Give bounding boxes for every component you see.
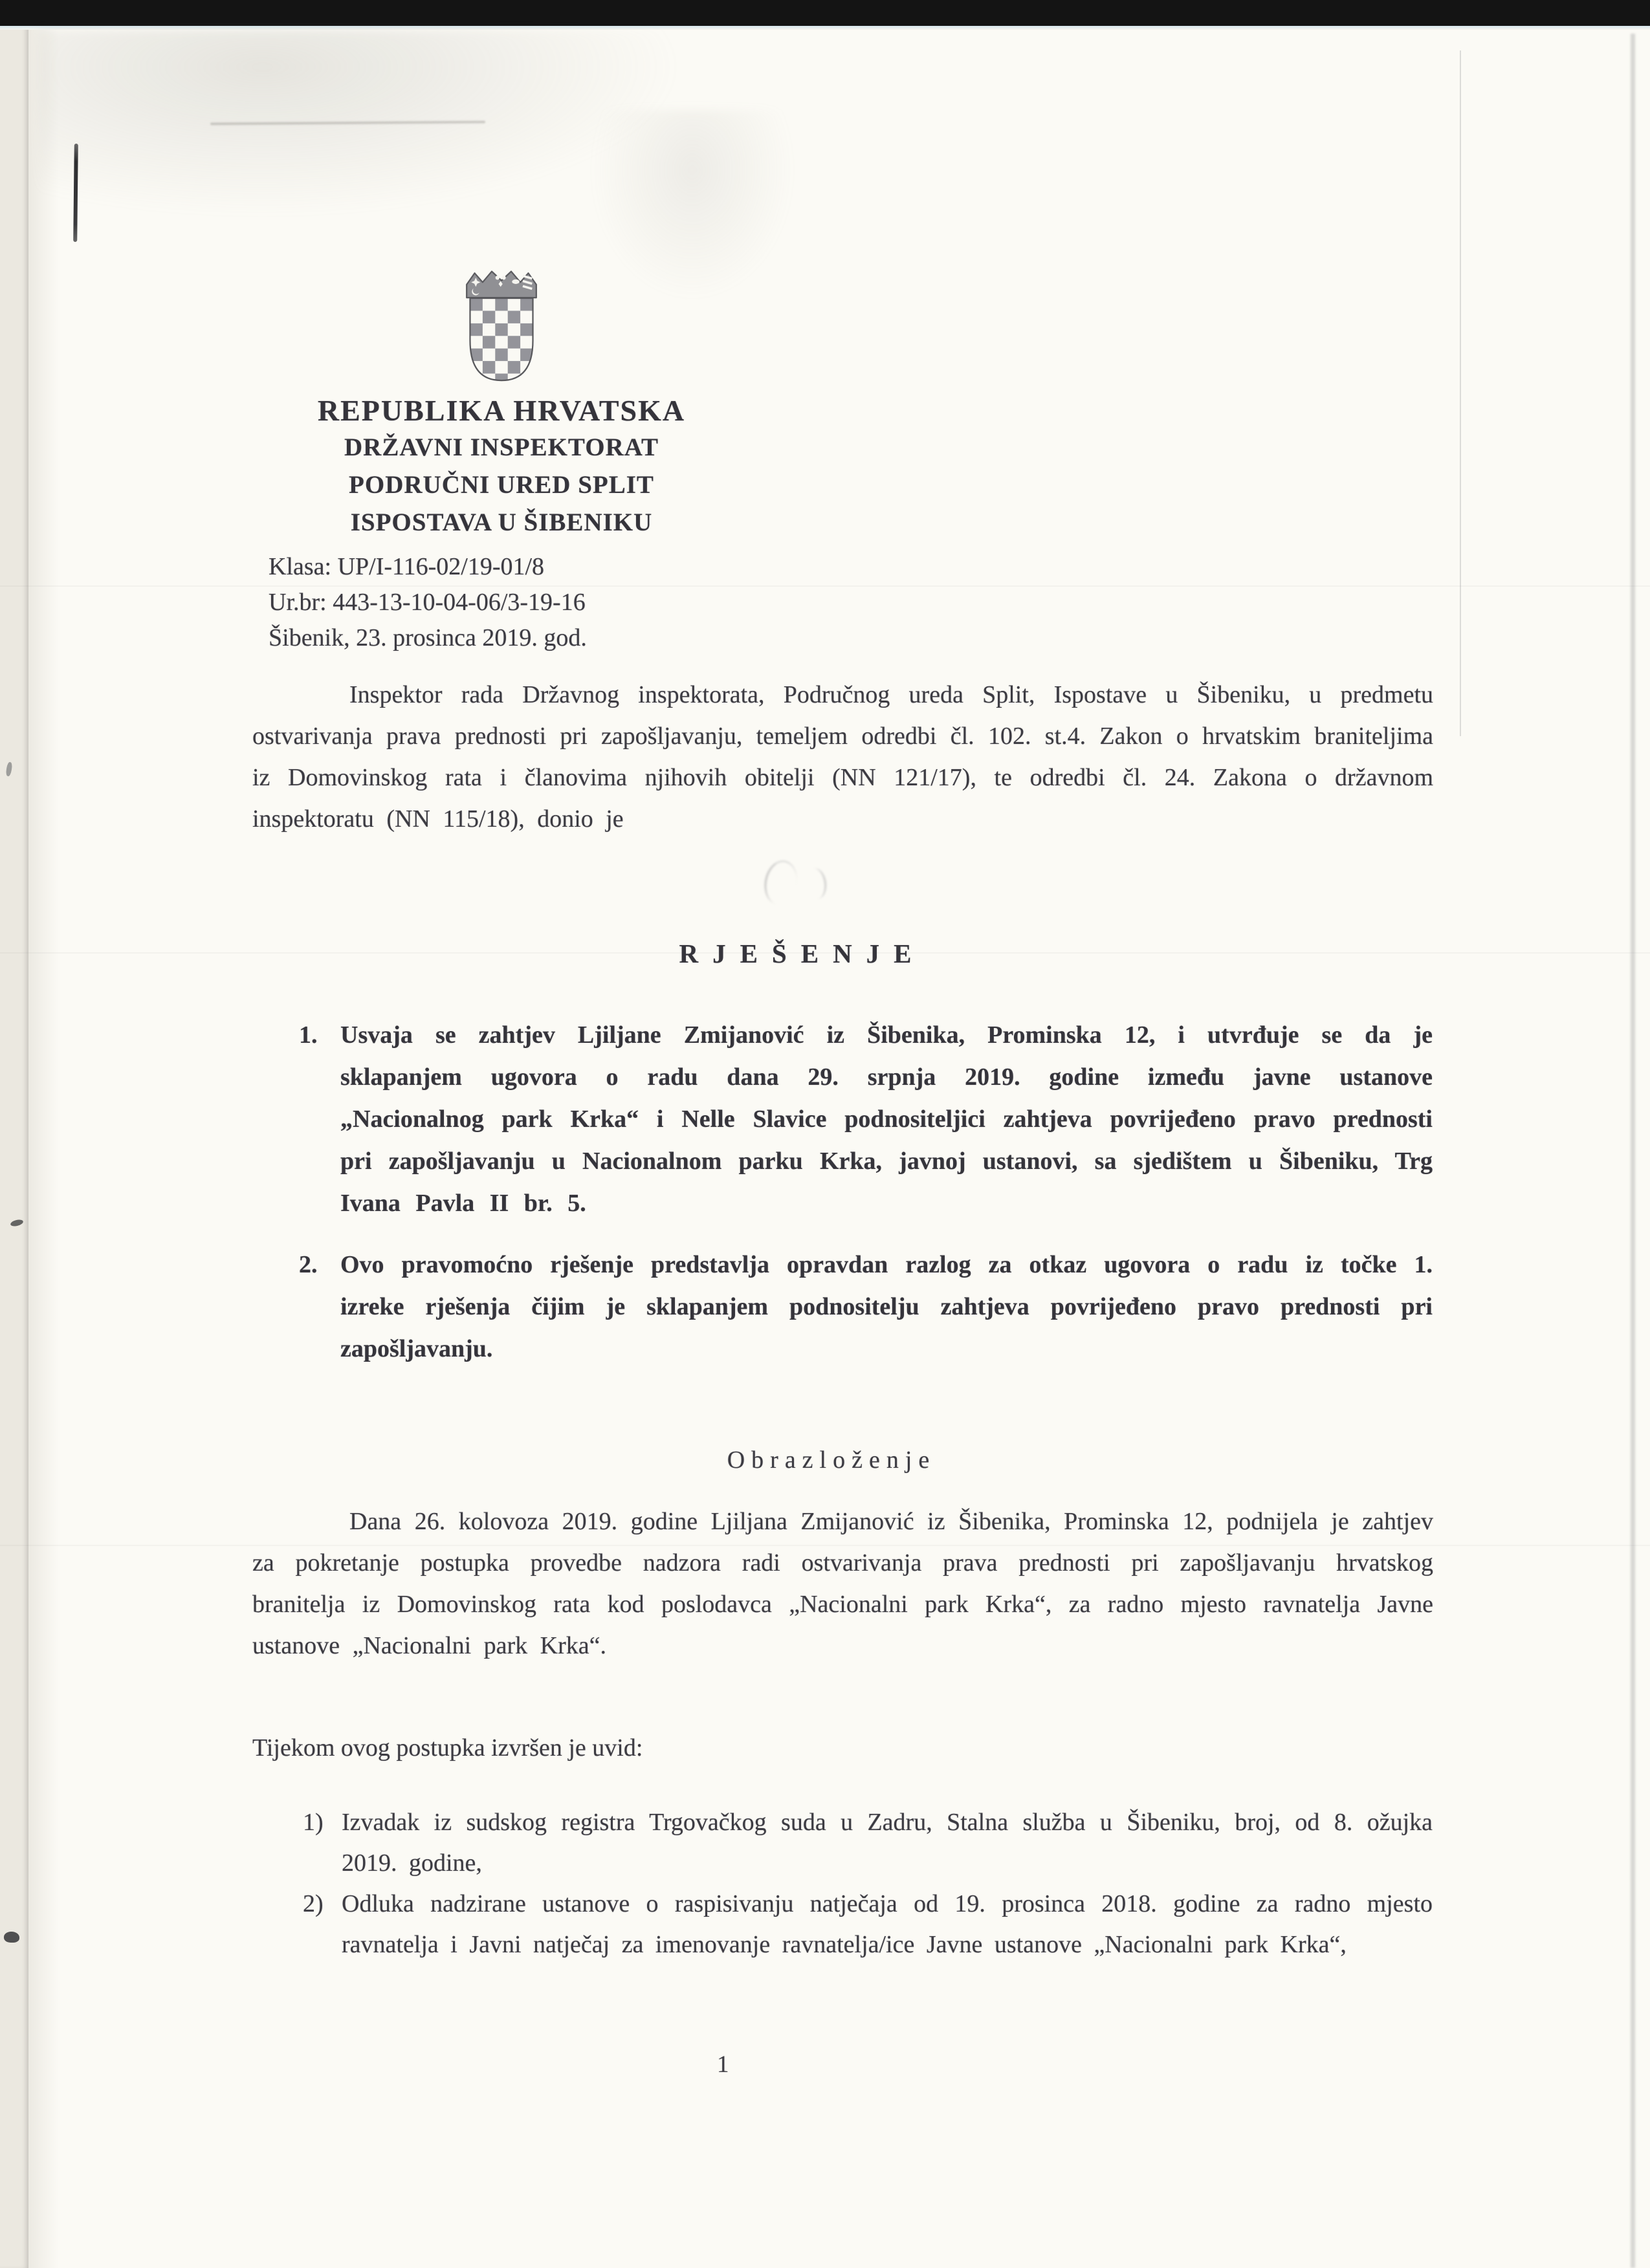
review-item: [303, 1802, 1433, 1884]
review-list: [303, 1802, 1433, 1965]
decision-list: [299, 1014, 1433, 1390]
decision-item-text: Ovo pravomoćno rješenje predstavlja opravdan razlog za otkaz ugovora o radu iz točke 1. izreke rješenja čijim je sklapanjem podnositelju zahtjeva povrijeđeno pravo prednosti pri zapošljavanju.: [340, 1251, 1433, 1362]
urbr-line: Ur.br: 443-13-10-04-06/3-19-16: [269, 589, 586, 616]
decision-item-number: 1.: [299, 1021, 318, 1049]
letterhead-office: PODRUČNI URED SPLIT: [349, 471, 654, 499]
place-date-line: Šibenik, 23. prosinca 2019. god.: [269, 624, 587, 651]
decision-item: [299, 1244, 1433, 1370]
review-item-text: Izvadak iz sudskog registra Trgovačkog suda u Zadru, Stalna služba u Šibeniku, broj, od 8. ožujka 2019. godine,: [342, 1809, 1433, 1877]
page-edge-line: [1460, 50, 1461, 736]
review-item-number: 1): [303, 1809, 324, 1836]
letterhead-meta: [249, 549, 754, 656]
decision-item-text: Usvaja se zahtjev Ljiljane Zmijanović iz Šibenika, Prominska 12, i utvrđuje se da je sklapanjem ugovora o radu dana 29. srpnja 2019. godine između javne ustanove „Nacionalnog park Krka“ i Nelle Slavice podnositeljici zahtjeva povrijeđeno pravo prednosti pri zapošljavanju u Nacionalnom parku Krka, javnoj ustanovi, sa sjedištem u Šibeniku, Trg Ivana Pavla II br. 5.: [340, 1021, 1433, 1217]
decision-item: [299, 1014, 1433, 1225]
croatia-coat-of-arms-icon: [453, 259, 550, 391]
decision-heading: RJEŠENJE: [679, 939, 926, 968]
pencil-smudge: [760, 858, 800, 908]
klasa-line: Klasa: UP/I-116-02/19-01/8: [269, 553, 545, 580]
paper-edge-shadow: [28, 30, 69, 2268]
letterhead: [249, 259, 754, 656]
review-item-text: Odluka nadzirane ustanove o raspisivanju natječaja od 19. prosinca 2018. godine za radno mjesto ravnatelja i Javni natječaj za imenovanje ravnatelja/ice Javne ustanove „Nacionalni park Krka“,: [342, 1890, 1433, 1958]
ink-speck: [4, 1932, 19, 1943]
letterhead-institution: DRŽAVNI INSPEKTORAT: [344, 433, 659, 461]
explanation-heading: Obrazloženje: [727, 1446, 936, 1474]
review-item-number: 2): [303, 1890, 324, 1917]
letterhead-branch: ISPOSTAVA U ŠIBENIKU: [350, 508, 653, 536]
decision-item-number: 2.: [299, 1251, 318, 1278]
explanation-paragraph: Dana 26. kolovoza 2019. godine Ljiljana Zmijanović iz Šibenika, Prominska 12, podnijela je zahtjev za pokretanje postupka provedbe nadzora radi ostvarivanja prava prednosti pri zapošljavanju hrvatskog branitelja iz Domovinskog rata kod poslodavca „Nacionalni park Krka“, za radno mjesto ravnatelja Javne ustanove „Nacionalni park Krka“.: [252, 1508, 1433, 1659]
intro-paragraph: Inspektor rada Državnog inspektorata, Područnog ureda Split, Ispostave u Šibeniku, u predmetu ostvarivanja prava prednosti pri zapošljavanju, temeljem odredbi čl. 102. st.4. Zakon o hrvatskim braniteljima iz Domovinskog rata i članovima njihovih obitelji (NN 121/17), te odredbi čl. 24. Zakona o državnom inspektoratu (NN 115/18), donio je: [252, 681, 1433, 833]
page-edge-line: [1631, 34, 1635, 2268]
pencil-smudge: [803, 867, 828, 900]
scanner-streak: [0, 585, 1650, 587]
page-number: 1: [717, 2051, 729, 2078]
review-item: [303, 1884, 1433, 1965]
scan-top-band: [0, 0, 1650, 26]
letterhead-country: REPUBLIKA HRVATSKA: [317, 394, 686, 427]
review-intro: Tijekom ovog postupka izvršen je uvid:: [252, 1734, 643, 1761]
